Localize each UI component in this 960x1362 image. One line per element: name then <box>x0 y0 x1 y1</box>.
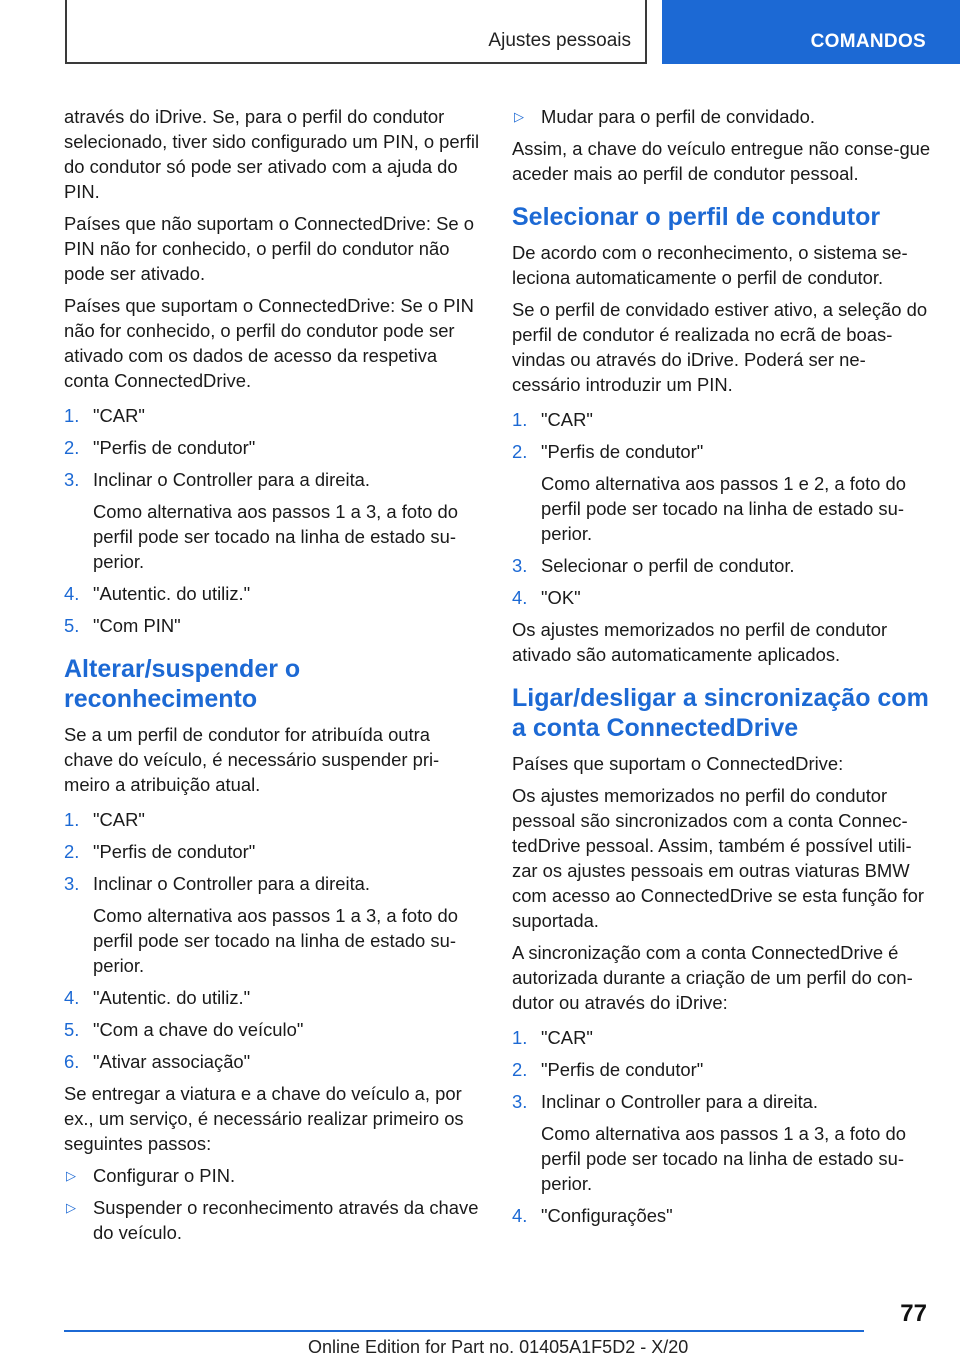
bullet-text: Mudar para o perfil de convidado. <box>541 106 815 127</box>
step-number: 2. <box>64 437 80 458</box>
step-number: 1. <box>64 405 80 426</box>
step-number: 4. <box>512 1205 528 1226</box>
list-item <box>64 807 484 832</box>
list-item <box>64 1163 484 1188</box>
paragraph: Se entregar a viatura e a chave do veículo a, por ex., um serviço, é necessário realizar primeiro os seguintes passos: <box>64 1083 464 1154</box>
paragraph: Países que suportam o ConnectedDrive: Se o PIN não for conhecido, o perfil do condutor pode ser ativado com os dados de acesso da respetiva conta ConnectedDrive. <box>64 295 474 391</box>
step-number: 4. <box>512 587 528 608</box>
steps-list <box>64 807 484 1074</box>
bullet-text: Configurar o PIN. <box>93 1165 236 1186</box>
step-text: "CAR" <box>93 405 145 426</box>
step-text: "Com PIN" <box>93 615 181 636</box>
list-item <box>64 871 484 978</box>
right-column <box>512 104 932 1235</box>
triangle-bullet-icon: ▷ <box>514 109 524 124</box>
section-heading: Selecionar o perfil de condutor <box>512 203 881 231</box>
list-item <box>64 613 484 638</box>
step-number: 2. <box>512 1059 528 1080</box>
triangle-bullet-icon: ▷ <box>66 1168 76 1183</box>
paragraph: De acordo com o reconhecimento, o sistema se-leciona automaticamente o perfil de condutor. <box>512 242 908 288</box>
step-note: Como alternativa aos passos 1 a 3, a foto do perfil pode ser tocado na linha de estado su-perior. <box>541 1123 906 1194</box>
list-item <box>512 439 932 546</box>
chapter-tab <box>662 0 960 64</box>
step-text: "Ativar associação" <box>93 1051 251 1072</box>
step-number: 2. <box>64 841 80 862</box>
list-item <box>512 407 932 432</box>
step-text: "Autentic. do utiliz." <box>93 987 251 1008</box>
step-text: Inclinar o Controller para a direita. <box>541 1091 819 1112</box>
step-text: "CAR" <box>541 409 593 430</box>
paragraph: Os ajustes memorizados no perfil de condutor ativado são automaticamente aplicados. <box>512 619 888 665</box>
step-text: "Perfis de condutor" <box>93 437 256 458</box>
step-text: "CAR" <box>541 1027 593 1048</box>
left-column <box>64 104 484 1252</box>
step-number: 1. <box>64 809 80 830</box>
step-text: "Configurações" <box>541 1205 673 1226</box>
step-number: 3. <box>512 555 528 576</box>
step-text: Inclinar o Controller para a direita. <box>93 469 371 490</box>
list-item <box>64 839 484 864</box>
steps-list <box>64 403 484 638</box>
section-heading: Ligar/desligar a sincronização com a conta ConnectedDrive <box>512 684 929 742</box>
step-number: 5. <box>64 1019 80 1040</box>
step-text: "Autentic. do utiliz." <box>93 583 251 604</box>
section-title: Ajustes pessoais <box>488 30 631 51</box>
bullet-list <box>512 104 932 129</box>
step-number: 1. <box>512 1027 528 1048</box>
list-item <box>512 553 932 578</box>
paragraph: Se a um perfil de condutor for atribuída outra chave do veículo, é necessário suspender pri-meiro a atribuição atual. <box>64 724 440 795</box>
list-item <box>64 1195 484 1245</box>
header-section-box <box>65 0 647 64</box>
paragraph: Os ajustes memorizados no perfil do condutor pessoal são sincronizados com a conta Connec-tedDrive pessoal. Assim, também é possível utili-zar os ajustes pessoais em outras viaturas BMW com acesso ao ConnectedDrive se esta função for suportada. <box>512 785 924 931</box>
step-number: 6. <box>64 1051 80 1072</box>
list-item <box>64 467 484 574</box>
step-text: "CAR" <box>93 809 145 830</box>
step-number: 3. <box>512 1091 528 1112</box>
step-note: Como alternativa aos passos 1 a 3, a foto do perfil pode ser tocado na linha de estado su-perior. <box>93 905 458 976</box>
chapter-tab-label: COMANDOS <box>810 31 926 52</box>
steps-list <box>512 1025 932 1228</box>
step-note: Como alternativa aos passos 1 e 2, a foto do perfil pode ser tocado na linha de estado su-perior. <box>541 473 906 544</box>
bullet-text: Suspender o reconhecimento através da chave do veículo. <box>93 1197 479 1243</box>
step-number: 4. <box>64 987 80 1008</box>
steps-list <box>512 407 932 610</box>
step-number: 2. <box>512 441 528 462</box>
step-number: 1. <box>512 409 528 430</box>
paragraph: Se o perfil de convidado estiver ativo, a seleção do perfil de condutor é realizada no ecrã de boas-vindas ou através do iDrive. Poderá ser ne-cessário introduzir um PIN. <box>512 299 928 395</box>
step-text: "Com a chave do veículo" <box>93 1019 304 1040</box>
step-number: 5. <box>64 615 80 636</box>
footer-divider <box>64 1330 864 1332</box>
triangle-bullet-icon: ▷ <box>66 1200 76 1215</box>
step-note: Como alternativa aos passos 1 a 3, a foto do perfil pode ser tocado na linha de estado su-perior. <box>93 501 458 572</box>
paragraph: A sincronização com a conta ConnectedDrive é autorizada durante a criação de um perfil do con-dutor ou através do iDrive: <box>512 942 913 1013</box>
paragraph: Assim, a chave do veículo entregue não conse-gue aceder mais ao perfil de condutor pessoal. <box>512 138 931 184</box>
step-text: Inclinar o Controller para a direita. <box>93 873 371 894</box>
step-number: 3. <box>64 469 80 490</box>
list-item <box>512 585 932 610</box>
step-text: "Perfis de condutor" <box>93 841 256 862</box>
list-item <box>512 1203 932 1228</box>
step-text: "OK" <box>541 587 581 608</box>
paragraph: Países que suportam o ConnectedDrive: <box>512 753 844 774</box>
section-heading: Alterar/suspender o reconhecimento <box>64 655 301 713</box>
paragraph: Países que não suportam o ConnectedDrive: Se o PIN não for conhecido, o perfil do condutor não pode ser ativado. <box>64 213 474 284</box>
step-text: "Perfis de condutor" <box>541 1059 704 1080</box>
list-item <box>64 581 484 606</box>
step-number: 3. <box>64 873 80 894</box>
list-item <box>512 1025 932 1050</box>
paragraph: através do iDrive. Se, para o perfil do condutor selecionado, tiver sido configurado um PIN, o perfil do condutor só pode ser ativado com a ajuda do PIN. <box>64 106 480 202</box>
list-item <box>512 104 932 129</box>
footer-edition-text: Online Edition for Part no. 01405A1F5D2 - X/20 <box>308 1337 689 1357</box>
list-item <box>64 1049 484 1074</box>
list-item <box>64 403 484 428</box>
list-item <box>64 435 484 460</box>
bullet-list <box>64 1163 484 1245</box>
page-number: 77 <box>900 1300 927 1327</box>
step-number: 4. <box>64 583 80 604</box>
step-text: "Perfis de condutor" <box>541 441 704 462</box>
list-item <box>512 1089 932 1196</box>
list-item <box>64 1017 484 1042</box>
list-item <box>64 985 484 1010</box>
list-item <box>512 1057 932 1082</box>
step-text: Selecionar o perfil de condutor. <box>541 555 795 576</box>
